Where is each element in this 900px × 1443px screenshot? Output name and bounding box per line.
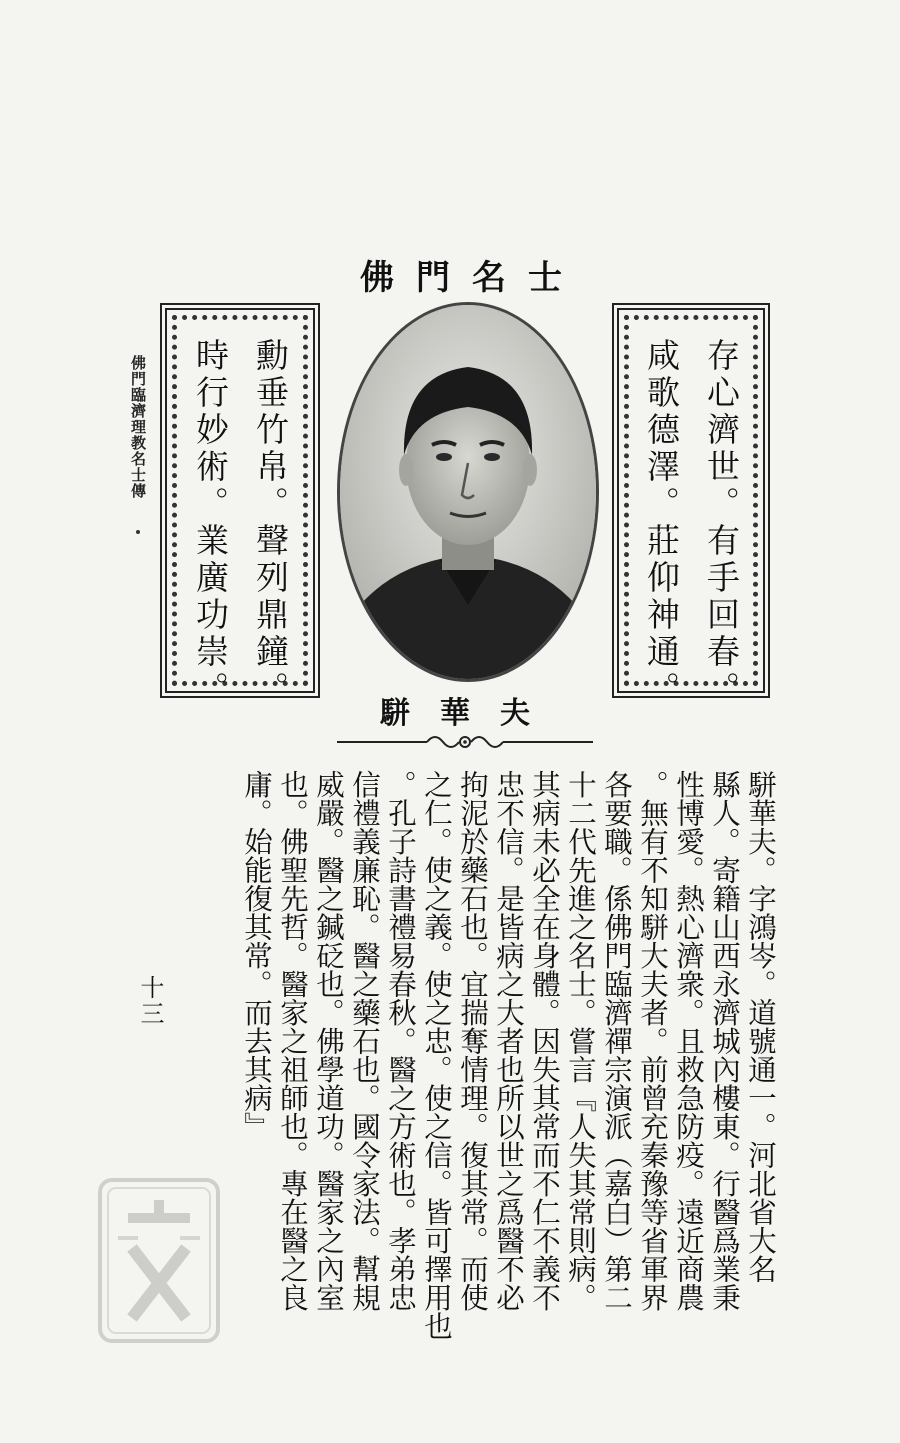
text-column: 之仁。使之義。使之忠。使之信。皆可擇用也 (420, 770, 453, 1340)
text-column: 庸。始能復其常。而去其病』 (240, 770, 273, 1141)
library-watermark-logo (98, 1178, 220, 1343)
text-column: 威嚴。醫之鍼砭也。佛學道功。醫家之內室 (312, 770, 345, 1312)
ornamental-divider (335, 730, 595, 754)
text-column: 縣人。寄籍山西永濟城內樓東。行醫爲業秉 (708, 770, 741, 1312)
biography-text (198, 770, 778, 1340)
portrait-figure (340, 305, 596, 679)
couplet-left-line: 時行妙術。業廣功崇。 (191, 338, 230, 708)
couplet-right-inner (624, 315, 758, 708)
couplet-left-line: 勳垂竹帛。聲列鼎鐘。 (251, 338, 290, 708)
running-title-dot (136, 530, 140, 534)
text-column: 忠不信。是皆病之大者也所以世之爲醫不必 (492, 770, 525, 1312)
couplet-right (612, 303, 770, 708)
text-column: 信禮義廉恥。醫之藥石也。國令家法。幫規 (348, 770, 381, 1312)
running-title: 佛門臨濟理教名士傳 (129, 355, 147, 499)
couplet-left-inner (172, 315, 308, 708)
text-column: 。無有不知駢大夫者。前曾充秦豫等省軍界 (636, 770, 669, 1312)
portrait-caption: 駢華夫 (380, 696, 560, 731)
text-column: 其病未必全在身體。因失其常而不仁不義不 (528, 770, 561, 1312)
page-heading: 佛門名士 (360, 258, 584, 298)
text-column: 也。佛聖先哲。醫家之祖師也。專在醫之良 (276, 770, 309, 1312)
couplet-right-line: 咸歌德澤。莊仰神通。 (642, 338, 681, 708)
couplet-right-line: 存心濟世。有手回春。 (702, 338, 741, 708)
text-column: 十二代先進之名士。嘗言『人失其常則病。 (564, 770, 597, 1312)
text-column: 性博愛。熱心濟衆。且救急防疫。遠近商農 (672, 770, 705, 1312)
couplet-left (160, 303, 320, 708)
text-column: 駢華夫。字鴻岑。道號通一。河北省大名 (744, 770, 777, 1283)
page-number: 十三 (136, 975, 164, 1027)
text-column: 拘泥於藥石也。宜揣奪情理。復其常。而使 (456, 770, 489, 1312)
portrait-photo (337, 302, 599, 682)
text-column: 各要職。係佛門臨濟禪宗演派（嘉白）第二 (600, 770, 633, 1312)
text-column: 。孔子詩書禮易春秋。醫之方術也。孝弟忠 (384, 770, 417, 1312)
